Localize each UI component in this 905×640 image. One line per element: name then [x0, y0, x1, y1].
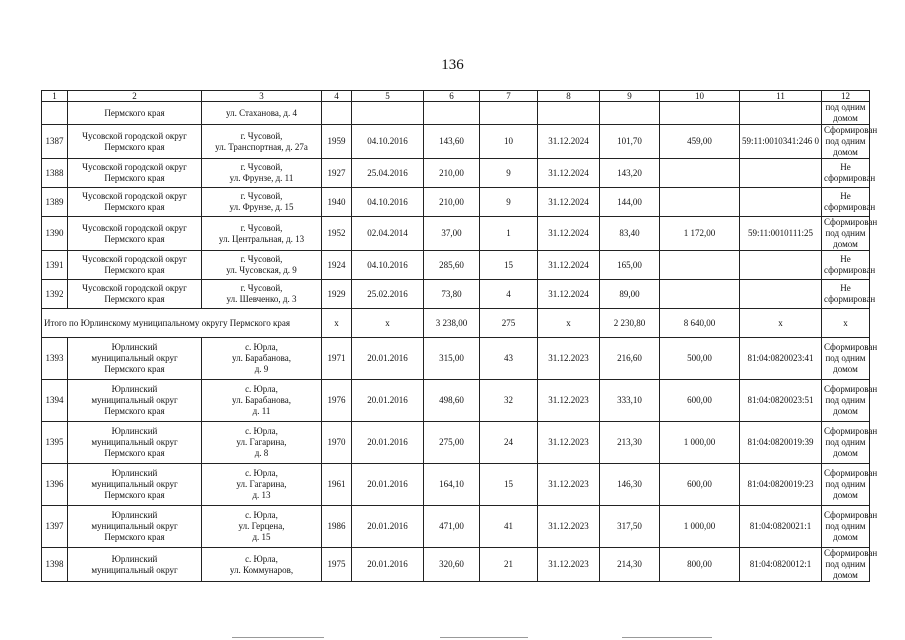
- cell-area: 37,00: [424, 217, 480, 251]
- cell-col-10: [660, 251, 740, 280]
- cell-date: 20.01.2016: [352, 464, 424, 506]
- cell-year: 1940: [322, 188, 352, 217]
- table-row: [42, 422, 870, 464]
- cell-count: 15: [480, 464, 538, 506]
- cell-address: с. Юрла, ул. Герцена, д. 15: [202, 506, 322, 548]
- cell-date: 20.01.2016: [352, 338, 424, 380]
- cell-number: 1394: [42, 380, 68, 422]
- cell-cadastral: 81:04:0820019:23: [740, 464, 822, 506]
- column-header: 10: [660, 91, 740, 102]
- cell-date: 20.01.2016: [352, 548, 424, 582]
- cell-address: г. Чусовой, ул. Центральная, д. 13: [202, 217, 322, 251]
- cell-year: 1959: [322, 125, 352, 159]
- cell-org: Чусовской городской округ Пермского края: [68, 125, 202, 159]
- cell-org: Юрлинский муниципальный округ Пермского края: [68, 422, 202, 464]
- cell-cadastral: 59:11:0010341:246 0: [740, 125, 822, 159]
- column-header: 9: [600, 91, 660, 102]
- cell-area: 210,00: [424, 188, 480, 217]
- cell-area: 285,60: [424, 251, 480, 280]
- cell-deadline: 31.12.2024: [538, 159, 600, 188]
- cell-area: 73,80: [424, 280, 480, 309]
- cell-status: Сформирован под одним домом: [822, 464, 870, 506]
- cell-area-2: 89,00: [600, 280, 660, 309]
- page-number: 136: [441, 57, 464, 73]
- table-row: [42, 506, 870, 548]
- cell-status: Сформирован под одним домом: [822, 125, 870, 159]
- column-header: 1: [42, 91, 68, 102]
- cell-area-2: 216,60: [600, 338, 660, 380]
- cell-date: 20.01.2016: [352, 422, 424, 464]
- table-row: [42, 548, 870, 582]
- cell-number: 1390: [42, 217, 68, 251]
- cell-org: Юрлинский муниципальный округ Пермского края: [68, 380, 202, 422]
- total-c7: 275: [480, 309, 538, 338]
- cell-status: Сформирован под одним домом: [822, 548, 870, 582]
- cell-area: 210,00: [424, 159, 480, 188]
- cell-area: 143,60: [424, 125, 480, 159]
- cell-count: 9: [480, 188, 538, 217]
- cell-count: 15: [480, 251, 538, 280]
- cell-cadastral: [740, 188, 822, 217]
- cell-cadastral: [740, 159, 822, 188]
- cell-address: с. Юрла, ул. Гагарина, д. 8: [202, 422, 322, 464]
- cell-address: г. Чусовой, ул. Чусовская, д. 9: [202, 251, 322, 280]
- cell-area-2: 317,50: [600, 506, 660, 548]
- cell-deadline: 31.12.2023: [538, 422, 600, 464]
- cell-status: Сформирован под одним домом: [822, 422, 870, 464]
- cell-count: 21: [480, 548, 538, 582]
- cell-col-10: 459,00: [660, 125, 740, 159]
- cell-col-10: 1 000,00: [660, 506, 740, 548]
- cell-status: Сформирован под одним домом: [822, 338, 870, 380]
- cell-org: Юрлинский муниципальный округ: [68, 548, 202, 582]
- cell-deadline: 31.12.2023: [538, 548, 600, 582]
- total-c11: x: [740, 309, 822, 338]
- cell-cadastral: [740, 280, 822, 309]
- continuation-row: [42, 102, 870, 125]
- cell-date: 04.10.2016: [352, 125, 424, 159]
- cell-address: с. Юрла, ул. Гагарина, д. 13: [202, 464, 322, 506]
- cell-col-10: [660, 280, 740, 309]
- cell-address: г. Чусовой, ул. Транспортная, д. 27а: [202, 125, 322, 159]
- column-header: 5: [352, 91, 424, 102]
- table-row: [42, 217, 870, 251]
- cell-count: 10: [480, 125, 538, 159]
- cell-number: 1395: [42, 422, 68, 464]
- cell-org: Пермского края: [68, 102, 202, 125]
- cell-org: Юрлинский муниципальный округ Пермского края: [68, 506, 202, 548]
- cell-col-10: [660, 188, 740, 217]
- cell-number: 1389: [42, 188, 68, 217]
- cell-cadastral: 81:04:0820023:51: [740, 380, 822, 422]
- cell-area: 471,00: [424, 506, 480, 548]
- cell-year: 1924: [322, 251, 352, 280]
- cell-address: с. Юрла, ул. Барабанова, д. 9: [202, 338, 322, 380]
- cell-cadastral: 81:04:0820021:1: [740, 506, 822, 548]
- cell-count: 32: [480, 380, 538, 422]
- cell-col-10: 1 000,00: [660, 422, 740, 464]
- column-header: 8: [538, 91, 600, 102]
- cell-date: 04.10.2016: [352, 251, 424, 280]
- cell-deadline: 31.12.2023: [538, 464, 600, 506]
- cell-number: 1393: [42, 338, 68, 380]
- table-row: [42, 464, 870, 506]
- cell-col-10: 500,00: [660, 338, 740, 380]
- cell-area-2: 143,20: [600, 159, 660, 188]
- cell-address: г. Чусовой, ул. Фрунзе, д. 15: [202, 188, 322, 217]
- cell-date: 20.01.2016: [352, 506, 424, 548]
- cell-area-2: 333,10: [600, 380, 660, 422]
- total-row: [42, 309, 870, 338]
- cell-count: 4: [480, 280, 538, 309]
- cell-year: 1975: [322, 548, 352, 582]
- cell-address: с. Юрла, ул. Барабанова, д. 11: [202, 380, 322, 422]
- cell-year: 1927: [322, 159, 352, 188]
- cell-area: 498,60: [424, 380, 480, 422]
- column-header: 2: [68, 91, 202, 102]
- cell-cadastral: 81:04:0820012:1: [740, 548, 822, 582]
- cell-status: Не сформирован: [822, 188, 870, 217]
- footer-rule: [232, 637, 324, 638]
- cell-address: г. Чусовой, ул. Шевченко, д. 3: [202, 280, 322, 309]
- cell-area: 315,00: [424, 338, 480, 380]
- cell-org: Чусовской городской округ Пермского края: [68, 159, 202, 188]
- cell-year: 1961: [322, 464, 352, 506]
- cell-number: 1397: [42, 506, 68, 548]
- cell-status: Не сформирован: [822, 280, 870, 309]
- cell-col-10: [660, 159, 740, 188]
- column-header: 3: [202, 91, 322, 102]
- cell-org: Чусовской городской округ Пермского края: [68, 280, 202, 309]
- cell-org: Юрлинский муниципальный округ Пермского края: [68, 464, 202, 506]
- cell-count: 43: [480, 338, 538, 380]
- cell-status: Не сформирован: [822, 251, 870, 280]
- cell-deadline: 31.12.2024: [538, 125, 600, 159]
- cell-org: Чусовской городской округ Пермского края: [68, 188, 202, 217]
- table-row: [42, 188, 870, 217]
- cell-count: 24: [480, 422, 538, 464]
- cell-cadastral: [740, 251, 822, 280]
- cell-year: 1971: [322, 338, 352, 380]
- cell-area-2: 83,40: [600, 217, 660, 251]
- total-c8: x: [538, 309, 600, 338]
- cell-area-2: 213,30: [600, 422, 660, 464]
- column-number-row: [42, 91, 870, 102]
- cell-address: г. Чусовой, ул. Фрунзе, д. 11: [202, 159, 322, 188]
- cell-area-2: 165,00: [600, 251, 660, 280]
- cell-status: Не сформирован: [822, 159, 870, 188]
- cell-area-2: 101,70: [600, 125, 660, 159]
- cell-org: Юрлинский муниципальный округ Пермского края: [68, 338, 202, 380]
- cell-deadline: 31.12.2024: [538, 280, 600, 309]
- cell-date: 02.04.2014: [352, 217, 424, 251]
- cell-col-10: 800,00: [660, 548, 740, 582]
- cell-col-10: 600,00: [660, 380, 740, 422]
- table-row: [42, 159, 870, 188]
- cell-number: 1388: [42, 159, 68, 188]
- cell-number: 1398: [42, 548, 68, 582]
- cell-col-10: 600,00: [660, 464, 740, 506]
- table-row: [42, 338, 870, 380]
- cell-deadline: 31.12.2024: [538, 188, 600, 217]
- cell-deadline: 31.12.2024: [538, 251, 600, 280]
- cell-cadastral: 81:04:0820019:39: [740, 422, 822, 464]
- table-row: [42, 251, 870, 280]
- cell-year: 1970: [322, 422, 352, 464]
- footer-rule: [440, 637, 528, 638]
- cell-date: 20.01.2016: [352, 380, 424, 422]
- cell-area-2: 144,00: [600, 188, 660, 217]
- table-row: [42, 380, 870, 422]
- cell-count: 1: [480, 217, 538, 251]
- cell-deadline: 31.12.2024: [538, 217, 600, 251]
- cell-area-2: 214,30: [600, 548, 660, 582]
- cell-address: с. Юрла, ул. Коммунаров,: [202, 548, 322, 582]
- total-c6: 3 238,00: [424, 309, 480, 338]
- cell-date: 25.02.2016: [352, 280, 424, 309]
- total-c10: 8 640,00: [660, 309, 740, 338]
- cell-area: 164,10: [424, 464, 480, 506]
- cell-year: 1929: [322, 280, 352, 309]
- cell-cadastral: 59:11:0010111:25: [740, 217, 822, 251]
- cell-year: 1986: [322, 506, 352, 548]
- cell-number: 1391: [42, 251, 68, 280]
- housing-register-table: [41, 90, 878, 582]
- cell-address: ул. Стаханова, д. 4: [202, 102, 322, 125]
- table-row: [42, 280, 870, 309]
- cell-count: 41: [480, 506, 538, 548]
- cell-area: 320,60: [424, 548, 480, 582]
- cell-area: 275,00: [424, 422, 480, 464]
- total-c12: x: [822, 309, 870, 338]
- cell-number: 1392: [42, 280, 68, 309]
- cell-col-10: 1 172,00: [660, 217, 740, 251]
- column-header: 6: [424, 91, 480, 102]
- cell-deadline: 31.12.2023: [538, 506, 600, 548]
- total-c9: 2 230,80: [600, 309, 660, 338]
- cell-status: Сформирован под одним домом: [822, 506, 870, 548]
- cell-status: Сформирован под одним домом: [822, 217, 870, 251]
- column-header: 12: [822, 91, 870, 102]
- cell-org: Чусовской городской округ Пермского края: [68, 251, 202, 280]
- cell-cadastral: 81:04:0820023:41: [740, 338, 822, 380]
- table-row: [42, 125, 870, 159]
- footer-rule: [622, 637, 712, 638]
- cell-deadline: 31.12.2023: [538, 380, 600, 422]
- cell-number: 1396: [42, 464, 68, 506]
- cell-year: 1976: [322, 380, 352, 422]
- total-c5: x: [352, 309, 424, 338]
- cell-date: 04.10.2016: [352, 188, 424, 217]
- cell-count: 9: [480, 159, 538, 188]
- column-header: 11: [740, 91, 822, 102]
- cell-deadline: 31.12.2023: [538, 338, 600, 380]
- cell-status: под одним домом: [822, 102, 870, 125]
- cell-date: 25.04.2016: [352, 159, 424, 188]
- cell-area-2: 146,30: [600, 464, 660, 506]
- cell-year: 1952: [322, 217, 352, 251]
- column-header: 4: [322, 91, 352, 102]
- cell-status: Сформирован под одним домом: [822, 380, 870, 422]
- total-c4: x: [322, 309, 352, 338]
- cell-number: 1387: [42, 125, 68, 159]
- cell-org: Чусовской городской округ Пермского края: [68, 217, 202, 251]
- total-label: Итого по Юрлинскому муниципальному округу Пермского края: [42, 309, 322, 338]
- column-header: 7: [480, 91, 538, 102]
